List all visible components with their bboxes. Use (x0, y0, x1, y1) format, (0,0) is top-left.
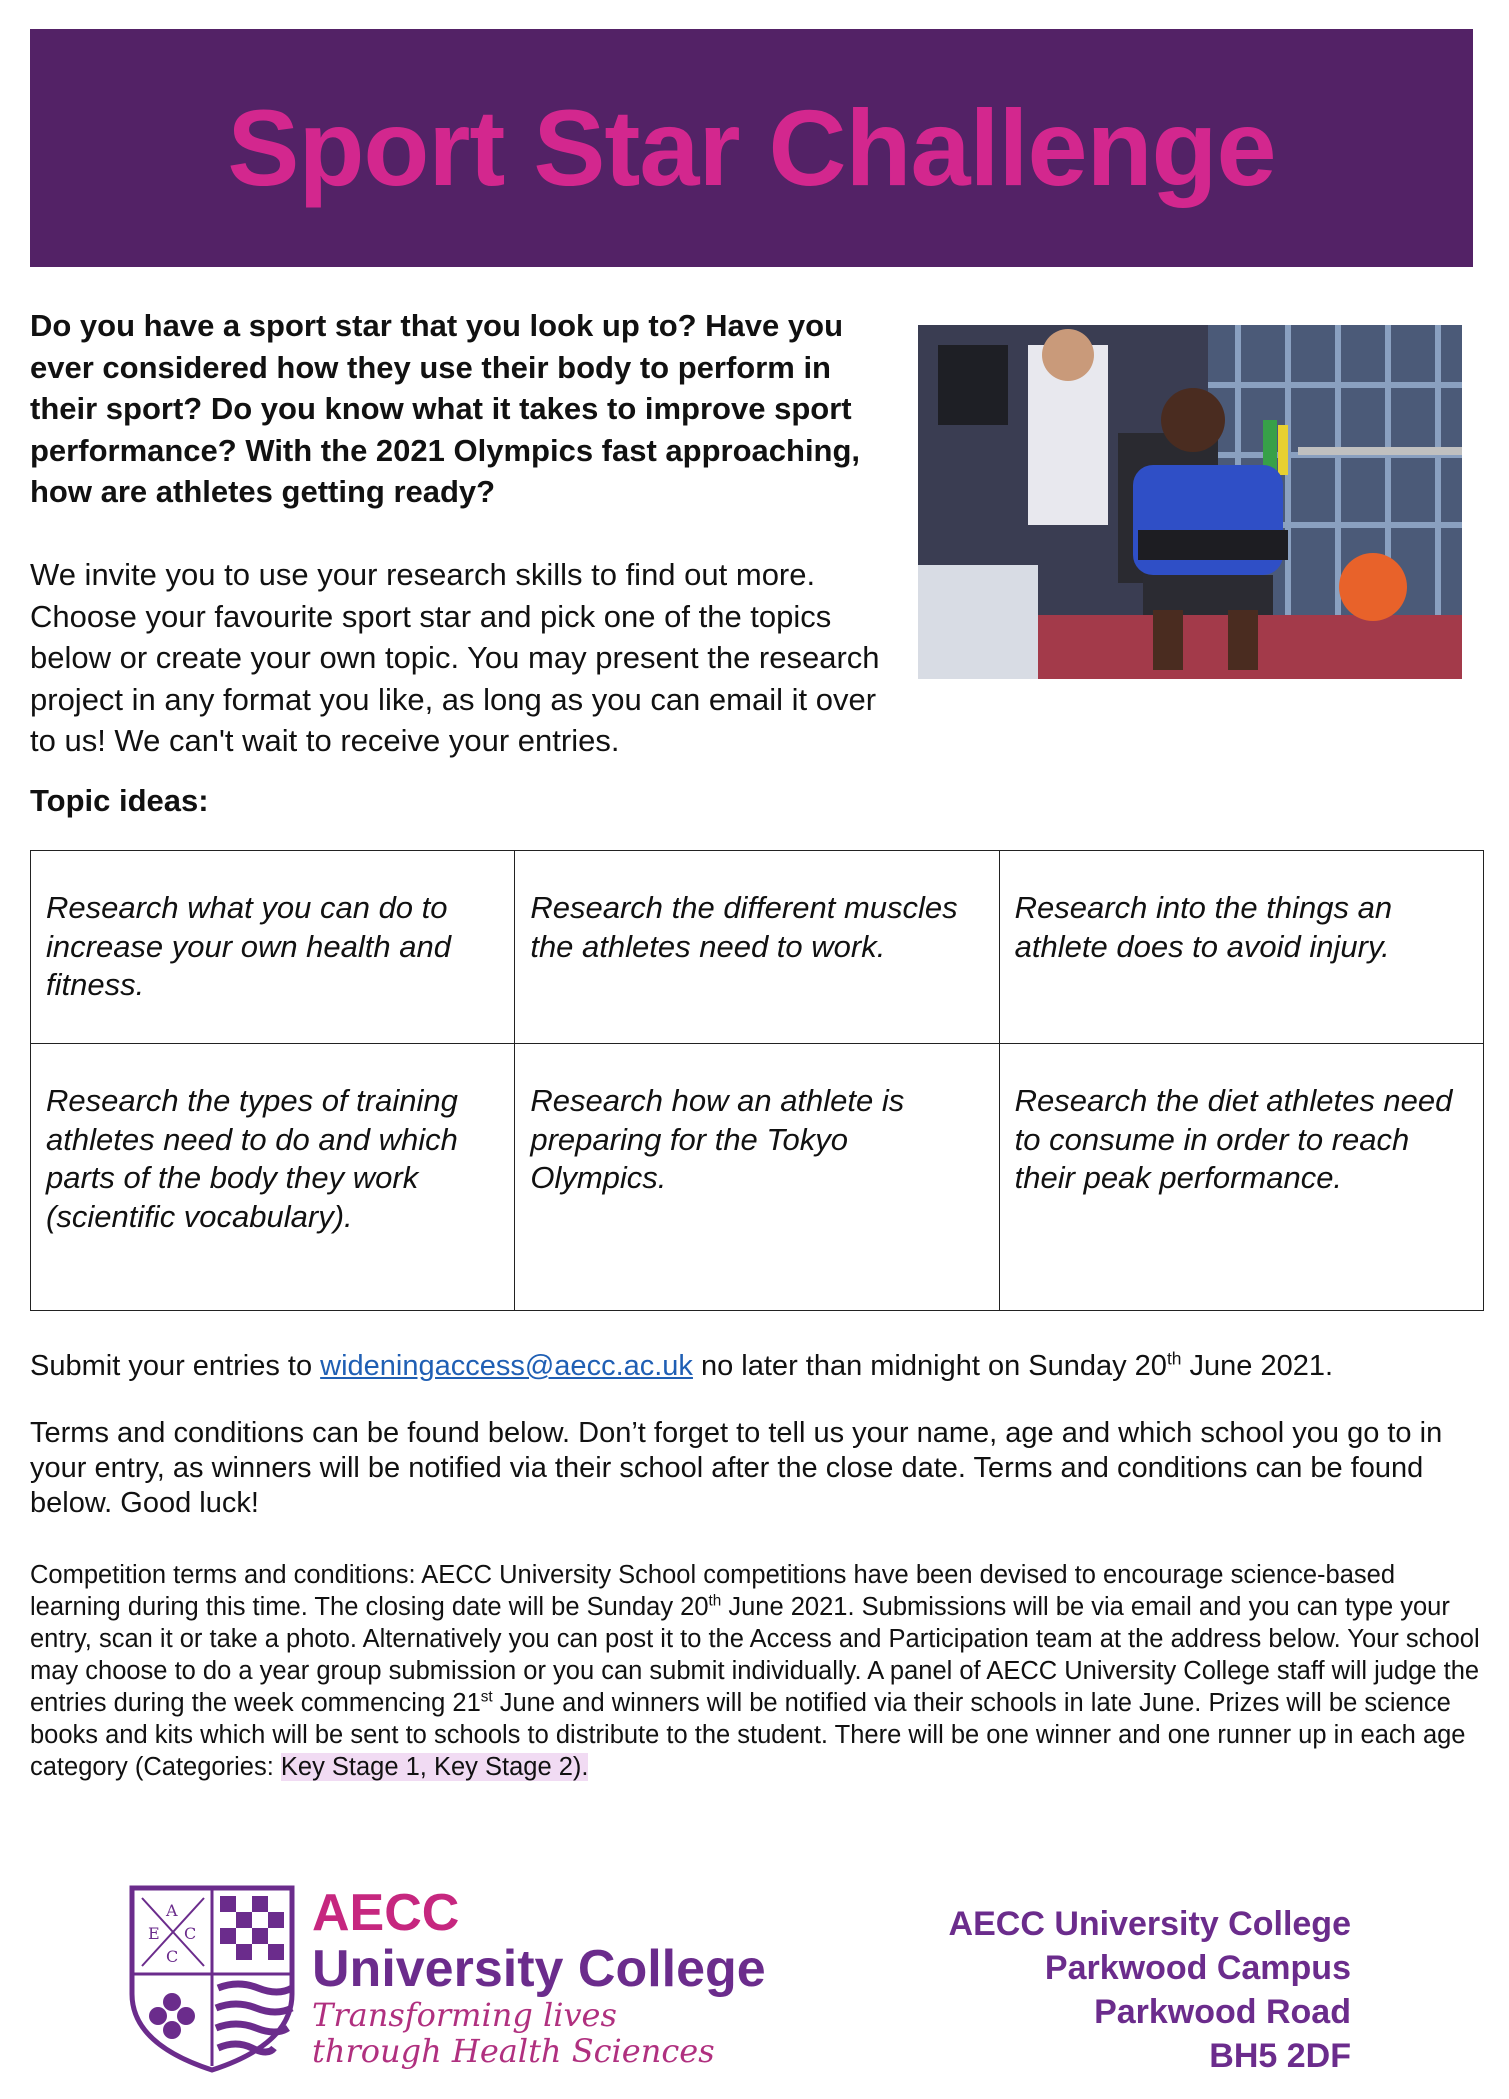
svg-text:C: C (184, 1924, 197, 1943)
logo-line-university: University College (312, 1940, 766, 1998)
topic-ideas-heading: Topic ideas: (30, 783, 209, 818)
logo-tagline-2: through Health Sciences (312, 2032, 715, 2070)
topic-cell: Research the diet athletes need to consume in order to reach their peak performance. (999, 1044, 1483, 1311)
age-categories: Key Stage 1, Key Stage 2). (280, 1753, 589, 1781)
svg-text:A: A (166, 1901, 178, 1920)
topic-cell: Research how an athlete is preparing for the Tokyo Olympics. (515, 1044, 999, 1311)
gym-photo (918, 325, 1462, 679)
address-line: Parkwood Campus (1044, 1949, 1351, 1987)
topic-cell: Research into the things an athlete does to avoid injury. (999, 851, 1483, 1044)
topic-cell: Research what you can do to increase your own health and fitness. (31, 851, 515, 1044)
header-banner (30, 29, 1473, 267)
athlete-training-photo (918, 325, 1462, 679)
svg-text:E: E (148, 1924, 160, 1943)
postal-address (949, 1902, 1351, 2078)
terms-reminder: Terms and conditions can be found below. Don’t forget to tell us your name, age and which school you go to in your entry, as winners will be notified via their school after the close date. Terms and conditions can be found below. Good luck! (30, 1417, 1443, 1519)
logo-tagline-1: Transforming lives (312, 1996, 617, 2034)
page-title: Sport Star Challenge (227, 87, 1276, 208)
submission-info: Submit your entries to wideningaccess@aecc.ac.uk no later than midnight on Sunday 20th June 2021. (30, 1348, 1334, 1382)
university-logo (312, 1885, 766, 2069)
topic-ideas-table (30, 850, 1484, 1311)
svg-text:C: C (166, 1947, 179, 1966)
address-line: AECC University College (948, 1905, 1351, 1943)
intro-questions: Do you have a sport star that you look up to? Have you ever considered how they use their body to perform in their sport? Do you know what it takes to improve sport performance? With the 2021 Olympics fast approaching, how are athletes getting ready? (30, 308, 861, 509)
email-link[interactable]: wideningaccess@aecc.ac.uk (320, 1350, 693, 1382)
university-crest-icon (128, 1884, 296, 2074)
topic-cell: Research the types of training athletes need to do and which parts of the body they work (scientific vocabulary). (31, 1044, 515, 1311)
competition-terms: Competition terms and conditions: AECC University School competitions have been devised to encourage science-based learning during this time. The closing date will be Sunday 20th June 2021. Submissions will be via email and you can type your entry, scan it or take a photo. Alternatively you can post it to the Access and Participation team at the address below. Your school may choose to do a year group submission or you can submit individually. A panel of AECC University College staff will judge the entries during the week commencing 21st June and winners will be notified via their schools in late June. Prizes will be science books and kits which will be sent to schools to distribute to the student. There will be one winner and one runner up in each age category (Categories: Key Stage 1, Key Stage 2). (30, 1561, 1480, 1781)
address-line: BH5 2DF (1209, 2037, 1351, 2075)
intro-invitation: We invite you to use your research skills to find out more. Choose your favourite sport star and pick one of the topics below or create your own topic. You may present the research project in any format you like, as long as you can email it over to us! We can't wait to receive your entries. (30, 557, 880, 758)
topic-cell: Research the different muscles the athletes need to work. (515, 851, 999, 1044)
logo-line-aecc: AECC (312, 1884, 460, 1942)
address-line: Parkwood Road (1094, 1993, 1351, 2031)
